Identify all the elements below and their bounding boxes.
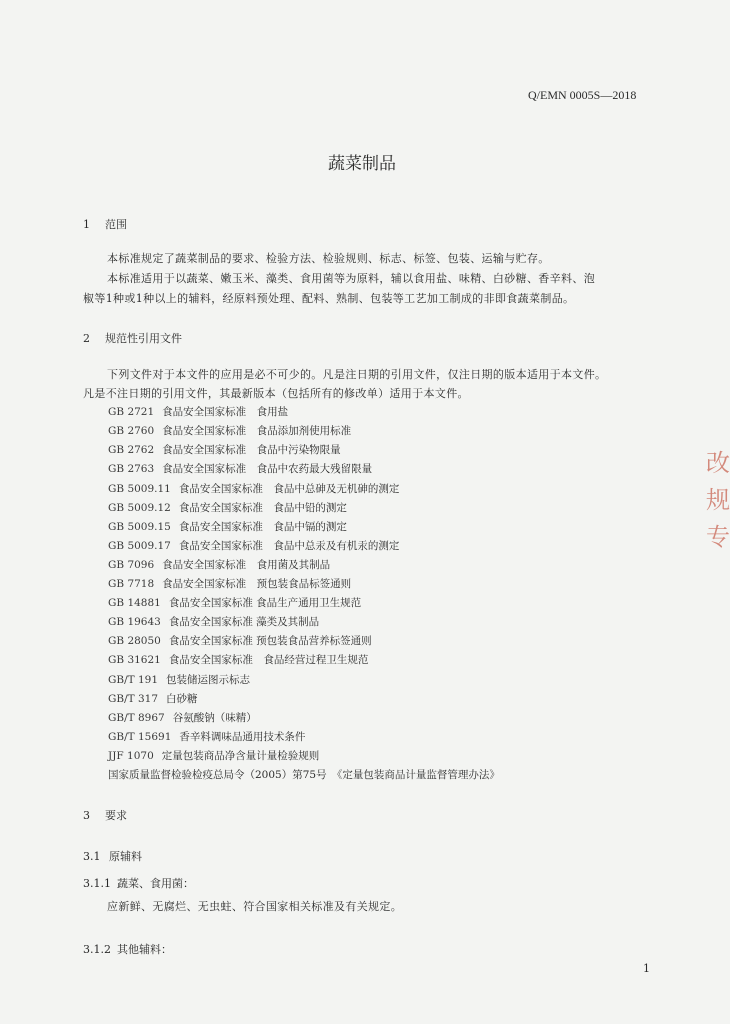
reference-code: GB 5009.12 bbox=[108, 502, 171, 514]
reference-item bbox=[108, 636, 372, 647]
reference-code: GB 2721 bbox=[108, 406, 155, 418]
section-number: 2 bbox=[83, 332, 90, 345]
reference-item bbox=[108, 694, 198, 705]
reference-code: GB 28050 bbox=[108, 635, 161, 647]
reference-code: GB/T 317 bbox=[108, 693, 159, 705]
subsection-title: 原辅料 bbox=[109, 850, 142, 863]
reference-item bbox=[108, 675, 250, 686]
reference-title: 食品安全国家标准 食品中镉的测定 bbox=[178, 521, 347, 533]
reference-item bbox=[108, 655, 368, 666]
subsection-title: 蔬菜、食用菌： bbox=[117, 877, 194, 890]
document-title: 蔬菜制品 bbox=[328, 154, 396, 174]
reference-item bbox=[108, 598, 361, 609]
section-title: 范围 bbox=[105, 218, 127, 231]
subsection-heading bbox=[83, 878, 194, 889]
paragraph: 应新鲜、无腐烂、无虫蛀、符合国家相关标准及有关规定。 bbox=[107, 900, 403, 913]
reference-title: 食品安全国家标准 食品中总汞及有机汞的测定 bbox=[178, 540, 400, 552]
reference-code: GB 2763 bbox=[108, 463, 155, 475]
subsection-number: 3.1.1 bbox=[83, 877, 111, 890]
reference-item bbox=[108, 617, 319, 628]
reference-item bbox=[108, 503, 347, 514]
section-2-heading bbox=[83, 333, 182, 344]
section-number: 1 bbox=[83, 218, 90, 231]
reference-title: 食品安全国家标准 食用菌及其制品 bbox=[162, 559, 331, 571]
reference-title: 定量包装商品净含量计量检验规则 bbox=[161, 750, 320, 762]
reference-title: 食品安全国家标准 食品中总砷及无机砷的测定 bbox=[178, 483, 400, 495]
reference-title: 谷氨酸钠（味精） bbox=[172, 712, 257, 724]
standard-code: Q/EMN 0005S—2018 bbox=[528, 88, 637, 102]
reference-code: GB 5009.17 bbox=[108, 540, 171, 552]
subsection-heading bbox=[83, 851, 142, 862]
reference-title: 食品安全国家标准 藻类及其制品 bbox=[168, 616, 320, 628]
reference-title: 食品安全国家标准 食品中铅的测定 bbox=[178, 502, 347, 514]
reference-title: 食品安全国家标准 食品添加剂使用标准 bbox=[162, 425, 352, 437]
section-3-heading bbox=[83, 810, 127, 821]
reference-code: GB 14881 bbox=[108, 597, 161, 609]
reference-item bbox=[108, 541, 399, 552]
subsection-title: 其他辅料： bbox=[117, 943, 172, 956]
reference-code: GB/T 15691 bbox=[108, 731, 172, 743]
paragraph: 下列文件对于本文件的应用是必不可少的。凡是注日期的引用文件，仅注日期的版本适用于本文件。 bbox=[107, 368, 607, 381]
reference-item bbox=[108, 445, 341, 456]
reference-item bbox=[108, 407, 288, 418]
stamp-char: 专 bbox=[706, 523, 730, 552]
reference-code: GB/T 8967 bbox=[108, 712, 165, 724]
reference-code: GB 5009.11 bbox=[108, 483, 171, 495]
reference-title: 包装储运图示标志 bbox=[166, 674, 251, 686]
reference-code: JJF 1070 bbox=[108, 750, 154, 762]
reference-item bbox=[108, 751, 319, 762]
subsection-number: 3.1.2 bbox=[83, 943, 111, 956]
reference-title: 食品安全国家标准 食用盐 bbox=[162, 406, 289, 418]
section-title: 规范性引用文件 bbox=[105, 332, 182, 345]
paragraph: 本标准适用于以蔬菜、嫩玉米、藻类、食用菌等为原料，辅以食用盐、味精、白砂糖、香辛料、泡 bbox=[107, 272, 596, 285]
reference-code: GB 2762 bbox=[108, 444, 155, 456]
reference-title: 香辛料调味品通用技术条件 bbox=[179, 731, 306, 743]
reference-item bbox=[108, 713, 257, 724]
reference-title: 白砂糖 bbox=[166, 693, 198, 705]
reference-code: GB 31621 bbox=[108, 654, 161, 666]
reference-item bbox=[108, 579, 351, 590]
reference-item bbox=[108, 426, 351, 437]
reference-title: 食品安全国家标准 预包装食品标签通则 bbox=[162, 578, 352, 590]
reference-title: 食品安全国家标准 食品经营过程卫生规范 bbox=[168, 654, 369, 666]
stamp-char: 规 bbox=[706, 486, 730, 515]
stamp-char: 改 bbox=[706, 449, 730, 477]
subsection-heading bbox=[83, 944, 172, 955]
section-1-heading bbox=[83, 219, 127, 230]
reference-item-regulation: 国家质量监督检验检疫总局令（2005）第75号 《定量包装商品计量监督管理办法》 bbox=[108, 769, 500, 781]
reference-item bbox=[108, 522, 347, 533]
reference-title: 食品安全国家标准 预包装食品营养标签通则 bbox=[168, 635, 372, 647]
paragraph-continued: 凡是不注日期的引用文件，其最新版本（包括所有的修改单）适用于本文件。 bbox=[83, 387, 469, 400]
red-seal-stamp bbox=[706, 445, 730, 557]
reference-title: 食品安全国家标准 食品生产通用卫生规范 bbox=[168, 597, 362, 609]
reference-item bbox=[108, 464, 372, 475]
page-number: 1 bbox=[643, 962, 650, 975]
section-number: 3 bbox=[83, 809, 90, 822]
paragraph-continued: 椒等1种或1种以上的辅料，经原料预处理、配料、熟制、包装等工艺加工制成的非即食蔬菜制品。 bbox=[83, 292, 575, 305]
subsection-number: 3.1 bbox=[83, 850, 101, 863]
section-title: 要求 bbox=[105, 809, 127, 822]
reference-code: GB 7096 bbox=[108, 559, 155, 571]
reference-title: 食品安全国家标准 食品中农药最大残留限量 bbox=[162, 463, 373, 475]
reference-item bbox=[108, 732, 305, 743]
reference-code: GB 2760 bbox=[108, 425, 155, 437]
reference-code: GB/T 191 bbox=[108, 674, 159, 686]
paragraph: 本标准规定了蔬菜制品的要求、检验方法、检验规则、标志、标签、包装、运输与贮存。 bbox=[107, 252, 550, 265]
reference-code: GB 7718 bbox=[108, 578, 155, 590]
reference-code: GB 5009.15 bbox=[108, 521, 171, 533]
reference-code: GB 19643 bbox=[108, 616, 161, 628]
reference-item bbox=[108, 484, 399, 495]
reference-item bbox=[108, 560, 330, 571]
reference-title: 食品安全国家标准 食品中污染物限量 bbox=[162, 444, 341, 456]
